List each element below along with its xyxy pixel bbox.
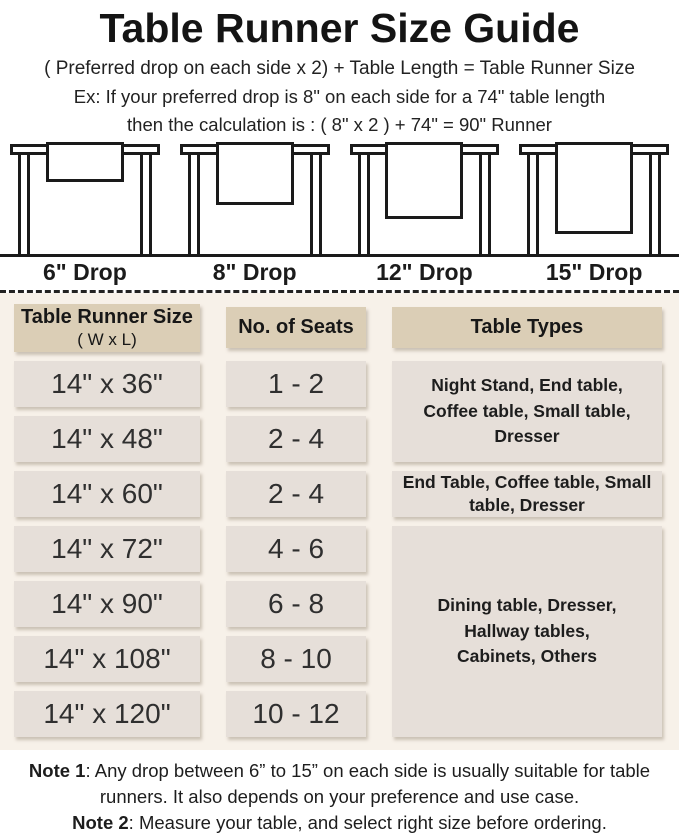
drop-labels-row: [0, 257, 679, 290]
table-leg: [358, 154, 370, 254]
size-cell: 14" x 60": [14, 471, 200, 517]
size-cell: 14" x 36": [14, 361, 200, 407]
table-illustration-8-drop: [170, 142, 340, 254]
note-1-text: : Any drop between 6” to 15” on each side is usually suitable for table runners. It also depends on your preference and use case.: [85, 759, 651, 807]
size-cell: 14" x 108": [14, 636, 200, 682]
size-guide-page: [0, 5, 679, 831]
header-seats: No. of Seats: [226, 307, 366, 348]
drop-illustrations-row: [0, 142, 679, 254]
table-illustration-6-drop: [0, 142, 170, 254]
note-2-text: : Measure your table, and select right size before ordering.: [128, 811, 607, 833]
table-leg: [18, 154, 30, 254]
note-2: [6, 810, 673, 836]
seats-cell: 2 - 4: [226, 416, 366, 462]
drop-label-15: 15" Drop: [545, 258, 643, 285]
seats-cell: 2 - 4: [226, 471, 366, 517]
size-cell: 14" x 120": [14, 691, 200, 737]
seats-cell: 1 - 2: [226, 361, 366, 407]
seats-cell: 10 - 12: [226, 691, 366, 737]
size-cell: 14" x 90": [14, 581, 200, 627]
drop-label-8: 8" Drop: [212, 258, 297, 285]
header-size-title: Table Runner Size: [21, 305, 193, 328]
table-types-cell-medium-tables: End Table, Coffee table, Small table, Dresser: [392, 471, 662, 517]
runner-shape: [216, 142, 294, 205]
example-line-2: then the calculation is : ( 8" x 2 ) + 74" = 90" Runner: [127, 113, 552, 135]
note-1-label: Note 1: [28, 759, 86, 781]
seats-cell: 8 - 10: [226, 636, 366, 682]
seats-cell: 4 - 6: [226, 526, 366, 572]
page-title: Table Runner Size Guide: [99, 5, 580, 51]
size-cell: 14" x 48": [14, 416, 200, 462]
size-table: [14, 304, 666, 737]
drop-label-12: 12" Drop: [376, 258, 473, 285]
table-leg: [527, 154, 539, 254]
table-types-cell-large-tables: Dining table, Dresser, Hallway tables, Cabinets, Others: [392, 526, 662, 737]
size-cell: 14" x 72": [14, 526, 200, 572]
note-1: [6, 758, 673, 810]
table-leg: [140, 154, 152, 254]
example-line-1: Ex: If your preferred drop is 8" on each side for a 74" table length: [73, 85, 606, 107]
table-leg: [649, 154, 661, 254]
formula-line: ( Preferred drop on each side x 2) + Table Length = Table Runner Size: [44, 58, 635, 80]
header-types: Table Types: [392, 307, 662, 348]
note-2-label: Note 2: [72, 811, 129, 833]
drop-label-6: 6" Drop: [43, 258, 127, 285]
seats-cell: 6 - 8: [226, 581, 366, 627]
header-size: [14, 304, 200, 352]
runner-shape: [555, 142, 633, 234]
table-types-cell-small-tables: Night Stand, End table, Coffee table, Small table, Dresser: [392, 361, 662, 462]
header-size-subtitle: ( W x L): [77, 329, 137, 349]
size-table-section: [0, 293, 679, 750]
table-leg: [310, 154, 322, 254]
runner-shape: [385, 142, 463, 219]
table-illustration-12-drop: [340, 142, 510, 254]
table-leg: [188, 154, 200, 254]
runner-shape: [46, 142, 124, 182]
table-leg: [479, 154, 491, 254]
table-illustration-15-drop: [509, 142, 679, 254]
